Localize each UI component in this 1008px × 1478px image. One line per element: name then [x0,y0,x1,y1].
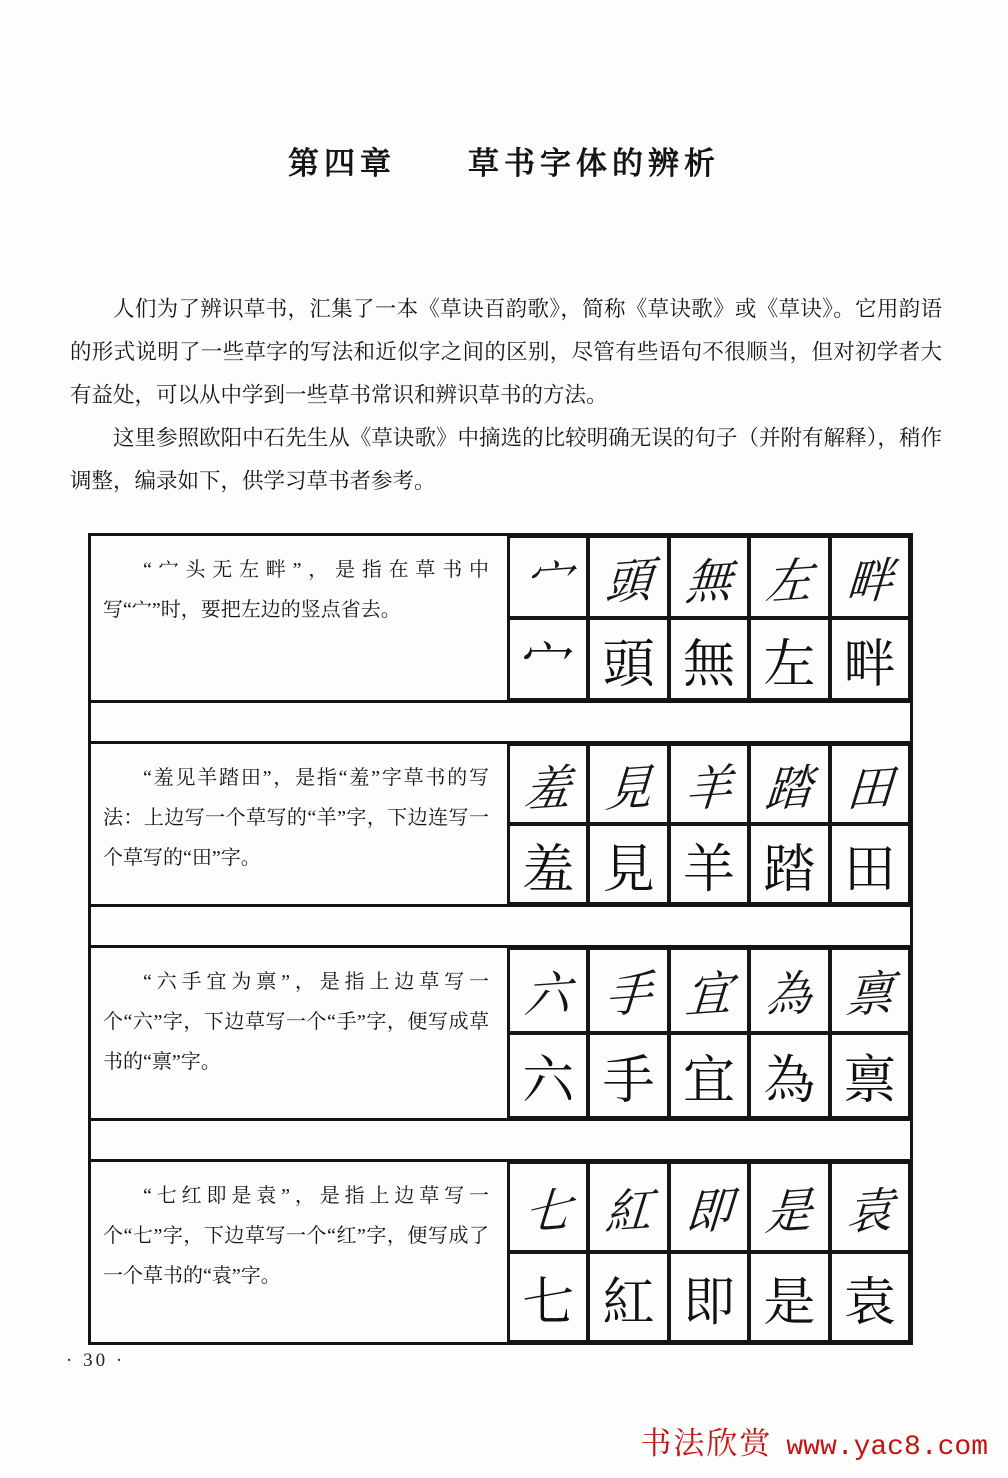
cursive-char-cell [830,536,910,618]
cursive-char-cell [749,948,829,1033]
cursive-char-cell [588,536,668,618]
page-number: · 30 · [66,1350,126,1371]
cursive-char: 無 [683,553,734,611]
cursive-char: 頭 [603,553,654,611]
separator-strip [91,904,910,948]
cursive-char: 羊 [683,760,734,818]
watermark [640,1418,988,1463]
cursive-char-cell [749,1162,829,1252]
regular-char-cell: 頭 [588,618,668,700]
cursive-char: 七 [522,1183,573,1241]
cursive-char-cell [669,744,749,824]
regular-char-cell: 羞 [508,824,588,904]
separator-strip [91,1118,910,1162]
cursive-char: 畔 [844,553,895,611]
rule-row-1-explanation: “宀头无左畔”，是指在草书中写“宀”时，要把左边的竖点省去。 [103,559,489,621]
rule-row-2 [91,744,910,904]
cursive-char-cell [508,744,588,824]
regular-char-cell: 手 [588,1033,668,1118]
rule-row-4-character-grid [507,1162,910,1342]
cursive-char-cell [830,744,910,824]
cursive-char: 踏 [763,760,815,818]
rule-row-3-character-grid [507,948,910,1118]
separator-strip [91,700,910,744]
rule-row-4-explanation: “七红即是袁”，是指上边草写一个“七”字，下边草写一个“红”字，便写成了一个草书的“袁”字。 [103,1185,489,1287]
page-title: 第四章 草书字体的辨析 [288,146,720,181]
cursive-char-cell [749,536,829,618]
cursive-char: 袁 [844,1183,895,1241]
regular-char-cell: 無 [669,618,749,700]
rule-row-3-explanation: “六手宜为禀”，是指上边草写一个“六”字，下边草写一个“手”字，便写成草书的“禀”字。 [103,971,489,1073]
rule-row-2-character-grid [507,744,910,904]
regular-char-cell: 紅 [588,1252,668,1342]
cursive-char-cell [669,1162,749,1252]
regular-char-cell: 羊 [669,824,749,904]
regular-char-cell: 為 [749,1033,829,1118]
cursive-char-cell [508,536,588,618]
regular-char-cell: 左 [749,618,829,700]
regular-char-cell: 宜 [669,1033,749,1118]
cursive-char-cell [508,1162,588,1252]
regular-char-cell: 宀 [508,618,588,700]
cursive-char: 田 [844,760,895,818]
regular-char-cell: 即 [669,1252,749,1342]
watermark-url: www.yac8.com [786,1432,988,1463]
watermark-site-name: 书法欣赏 [640,1426,773,1461]
cursive-char: 左 [763,553,815,611]
regular-char-cell: 六 [508,1033,588,1118]
cursive-char: 六 [522,967,573,1024]
cursive-char: 手 [603,967,654,1024]
cursive-char-cell [588,744,668,824]
rule-row-4 [91,1162,910,1342]
regular-char-cell: 踏 [749,824,829,904]
intro-paragraph-2: 这里参照欧阳中石先生从《草诀歌》中摘选的比较明确无误的句子（并附有解释），稍作调整，编录如下，供学习草书者参考。 [70,426,942,493]
cursive-char: 宀 [522,553,573,611]
regular-char-cell: 田 [830,824,910,904]
cursive-char-cell [669,948,749,1033]
rule-row-2-explanation: “羞见羊踏田”，是指“羞”字草书的写法：上边写一个草写的“羊”字，下边连写一个草写的“田”字。 [103,767,489,869]
cursive-char: 是 [763,1183,815,1241]
cursive-char-cell [508,948,588,1033]
regular-char-cell: 七 [508,1252,588,1342]
cursive-char-cell [830,948,910,1033]
cursive-char: 宜 [683,967,734,1024]
cursive-char-cell [749,744,829,824]
cursive-char: 即 [683,1183,734,1241]
regular-char-cell: 袁 [830,1252,910,1342]
rule-table [88,533,913,1345]
cursive-char: 禀 [844,967,895,1024]
cursive-char: 見 [603,760,654,818]
rule-row-3 [91,948,910,1118]
cursive-char-cell [830,1162,910,1252]
cursive-char-cell [588,948,668,1033]
regular-char-cell: 見 [588,824,668,904]
cursive-char: 為 [763,967,815,1024]
cursive-char: 羞 [522,760,573,818]
rule-row-1 [91,536,910,700]
rule-row-1-character-grid [507,536,910,700]
cursive-char-cell [669,536,749,618]
intro-text [70,288,942,503]
cursive-char: 紅 [603,1183,654,1241]
regular-char-cell: 畔 [830,618,910,700]
intro-paragraph-1: 人们为了辨识草书，汇集了一本《草诀百韵歌》，简称《草诀歌》或《草诀》。它用韵语的形式说明了一些草字的写法和近似字之间的区别，尽管有些语句不很顺当，但对初学者大有益处，可以从中学到一些草书常识和辨识草书的方法。 [70,297,942,407]
cursive-char-cell [588,1162,668,1252]
regular-char-cell: 是 [749,1252,829,1342]
regular-char-cell: 禀 [830,1033,910,1118]
